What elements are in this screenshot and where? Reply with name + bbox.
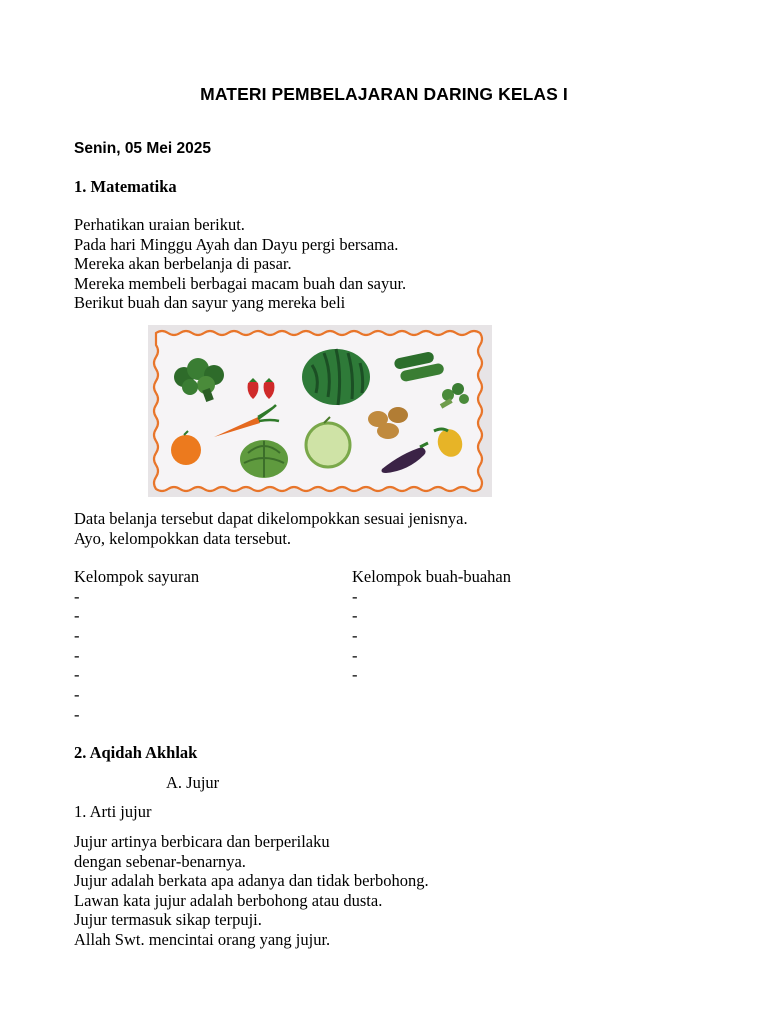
vegetable-entry: - bbox=[74, 626, 80, 646]
jujur-line: Jujur artinya berbicara dan berperilaku bbox=[74, 832, 330, 851]
intro-paragraph bbox=[74, 215, 406, 313]
jujur-line: Jujur adalah berkata apa adanya dan tidak berbohong. bbox=[74, 871, 429, 891]
intro-line: Pada hari Minggu Ayah dan Dayu pergi bersama. bbox=[74, 234, 399, 254]
point-arti-jujur: 1. Arti jujur bbox=[74, 802, 152, 821]
vegetable-entry: - bbox=[74, 665, 80, 685]
fruit-entry: - bbox=[352, 665, 358, 685]
intro-line: Mereka akan berbelanja di pasar. bbox=[74, 254, 292, 274]
fruit-vegetable-illustration bbox=[148, 325, 492, 497]
jujur-line: Jujur termasuk sikap terpuji. bbox=[74, 910, 262, 930]
vegetable-entry: - bbox=[74, 645, 80, 665]
section-heading-aqidah-akhlak: 2. Aqidah Akhlak bbox=[74, 743, 198, 762]
fruit-group bbox=[352, 567, 511, 685]
vegetable-entry: - bbox=[74, 586, 80, 606]
watermelon-icon bbox=[302, 349, 370, 405]
intro-line: Mereka membeli berbagai macam buah dan sayur. bbox=[74, 273, 407, 293]
jujur-paragraph bbox=[74, 832, 429, 950]
fruit-entry: - bbox=[352, 586, 358, 606]
fruit-entry: - bbox=[352, 645, 358, 665]
intro-line: Berikut buah dan sayur yang mereka beli bbox=[74, 293, 346, 313]
cabbage-icon bbox=[240, 440, 288, 478]
page-title: MATERI PEMBELAJARAN DARING KELAS I bbox=[200, 84, 568, 104]
vegetable-group bbox=[74, 567, 199, 725]
fruit-entry: - bbox=[352, 626, 358, 646]
jujur-line: Lawan kata jujur adalah berbohong atau dusta. bbox=[74, 890, 383, 910]
section-heading-matematika: 1. Matematika bbox=[74, 177, 177, 196]
lesson-date: Senin, 05 Mei 2025 bbox=[74, 140, 211, 157]
jujur-line: dengan sebenar-benarnya. bbox=[74, 851, 246, 871]
subsection-heading-jujur: A. Jujur bbox=[166, 773, 220, 792]
jujur-line: Allah Swt. mencintai orang yang jujur. bbox=[74, 929, 331, 949]
fruit-entry: - bbox=[352, 606, 358, 626]
intro-line: Perhatikan uraian berikut. bbox=[74, 215, 245, 234]
vegetable-entry: - bbox=[74, 704, 80, 724]
fruit-group-header: Kelompok buah-buahan bbox=[352, 567, 511, 586]
vegetable-group-header: Kelompok sayuran bbox=[74, 567, 200, 586]
vegetable-entry: - bbox=[74, 685, 80, 705]
grouping-instructions bbox=[74, 509, 468, 548]
instruction-line: Data belanja tersebut dapat dikelompokkan sesuai jenisnya. bbox=[74, 509, 468, 528]
vegetable-entry: - bbox=[74, 606, 80, 626]
instruction-line: Ayo, kelompokkan data tersebut. bbox=[74, 528, 292, 548]
fruit-vegetable-picture bbox=[148, 325, 492, 497]
